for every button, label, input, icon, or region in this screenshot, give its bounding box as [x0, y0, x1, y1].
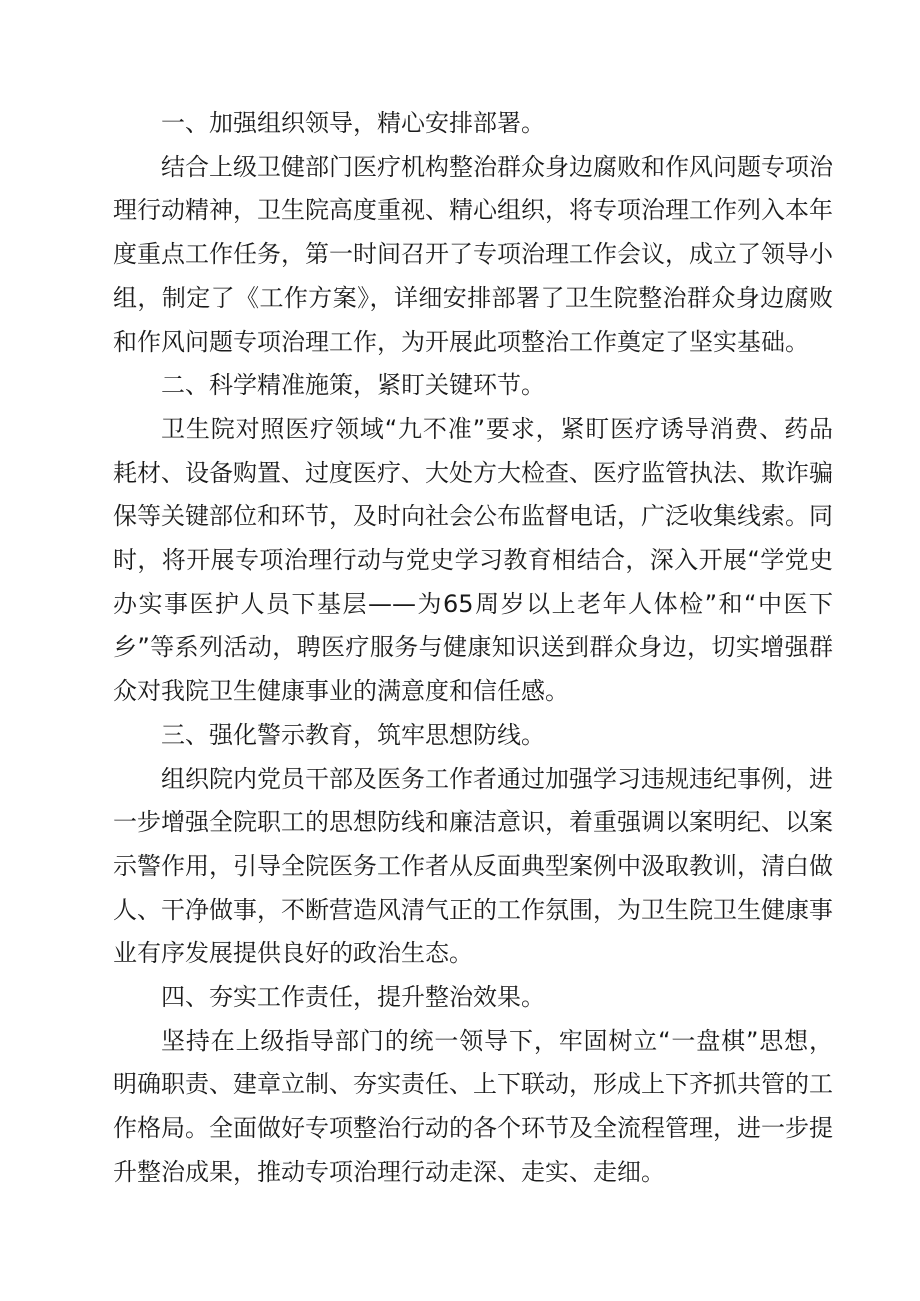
section-4-heading: 四、夯实工作责任，提升整治效果。: [161, 983, 545, 1012]
section-2-paragraph: 卫生院对照医疗领域“九不准”要求，紧盯医疗诱导消费、药品耗材、设备购置、过度医疗、大处方大检查、医疗监管执法、欺诈骗保等关键部位和环节，及时向社会公布监督电话，广泛收集线索。同时，将开展专项治理行动与党史学习教育相结合，深入开展“学党史办实事医护人员下基层——为65周岁以上老年人体检”和“中医下乡”等系列活动，聘医疗服务与健康知识送到群众身边，切实增强群众对我院卫生健康事业的满意度和信任感。: [113, 414, 833, 706]
section-4-paragraph: 坚持在上级指导部门的统一领导下，牢固树立“一盘棋”思想，明确职责、建章立制、夯实责任、上下联动，形成上下齐抓共管的工作格局。全面做好专项整治行动的各个环节及全流程管理，进一步提升整治成果，推动专项治理行动走深、走实、走细。: [113, 1026, 833, 1186]
section-3-paragraph: 组织院内党员干部及医务工作者通过加强学习违规违纪事例，进一步增强全院职工的思想防线和廉洁意识，着重强调以案明纪、以案示警作用，引导全院医务工作者从反面典型案例中汲取教训，清白做人、干净做事，不断营造风清气正的工作氛围，为卫生院卫生健康事业有序发展提供良好的政治生态。: [113, 764, 833, 968]
section-1-heading: 一、加强组织领导，精心安排部署。: [161, 109, 545, 137]
section-3-heading: 三、强化警示教育，筑牢思想防线。: [161, 720, 545, 749]
section-1-paragraph: 结合上级卫健部门医疗机构整治群众身边腐败和作风问题专项治理行动精神，卫生院高度重视、精心组织，将专项治理工作列入本年度重点工作任务，第一时间召开了专项治理工作会议，成立了领导小组，制定了《工作方案》，详细安排部署了卫生院整治群众身边腐败和作风问题专项治理工作，为开展此项整治工作奠定了坚实基础。: [113, 152, 833, 356]
section-2-heading: 二、科学精准施策，紧盯关键环节。: [161, 371, 545, 400]
document-body: [113, 102, 833, 1195]
